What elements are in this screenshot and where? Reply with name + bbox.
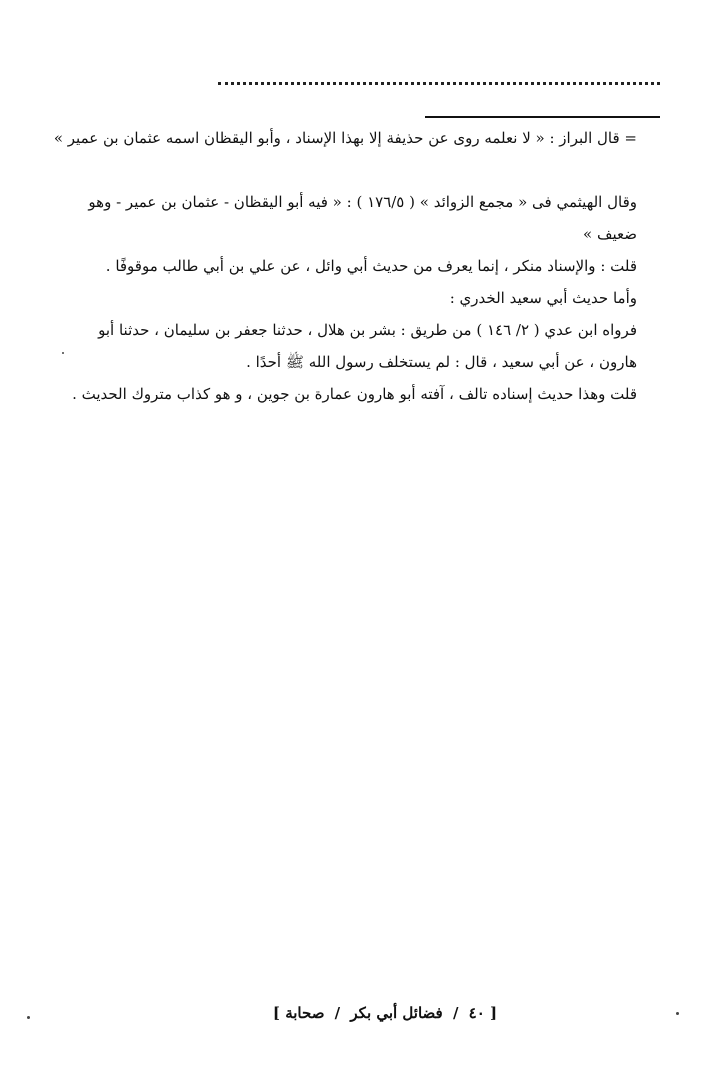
footer-separator: / <box>334 1004 341 1022</box>
book-title: فضائل أبي بكر <box>350 1004 443 1022</box>
footnote-rule <box>425 116 660 118</box>
footer-bracket-close: ] <box>272 1004 280 1022</box>
footer-bracket-open: [ <box>490 1004 498 1022</box>
footer-separator: / <box>452 1004 459 1022</box>
footnote-line-8: قلت وهذا حديث إسناده تالف ، آفته أبو هارون عمارة بن جوين ، و هو كذاب متروك الحديث . <box>72 385 637 403</box>
scan-speck <box>676 1012 679 1015</box>
footnote-line-1: = قال البراز : « لا نعلمه روى عن حذيفة إلا بهذا الإسناد ، وأبو اليقظان اسمه عثمان بن عمير » <box>53 129 637 147</box>
footnote-line-7: هارون ، عن أبي سعيد ، قال : لم يستخلف رسول الله ﷺ أحدًا . <box>246 353 637 371</box>
footnote-line-2: وقال الهيثمي فى « مجمع الزوائد » ( ١٧٦/٥ ) : « فيه أبو اليقظان - عثمان بن عمير - وهو <box>88 193 637 211</box>
page-footer <box>270 1003 500 1023</box>
dotted-separator <box>218 82 660 89</box>
footnote-line-5: وأما حديث أبي سعيد الخدري : <box>449 289 637 307</box>
footnote-line-4: قلت : والإسناد منكر ، إنما يعرف من حديث أبي وائل ، عن علي بن أبي طالب موقوفًا . <box>105 257 637 275</box>
section-label: صحابة <box>285 1004 325 1022</box>
scan-speck <box>62 352 64 354</box>
scan-speck <box>27 1016 30 1019</box>
page-number: ٤٠ <box>468 1004 485 1022</box>
footnote-line-3: ضعيف » <box>583 225 637 243</box>
footnote-line-6: فرواه ابن عدي ( ٢/ ١٤٦ ) من طريق : بشر بن هلال ، حدثنا جعفر بن سليمان ، حدثنا أبو <box>98 321 637 339</box>
